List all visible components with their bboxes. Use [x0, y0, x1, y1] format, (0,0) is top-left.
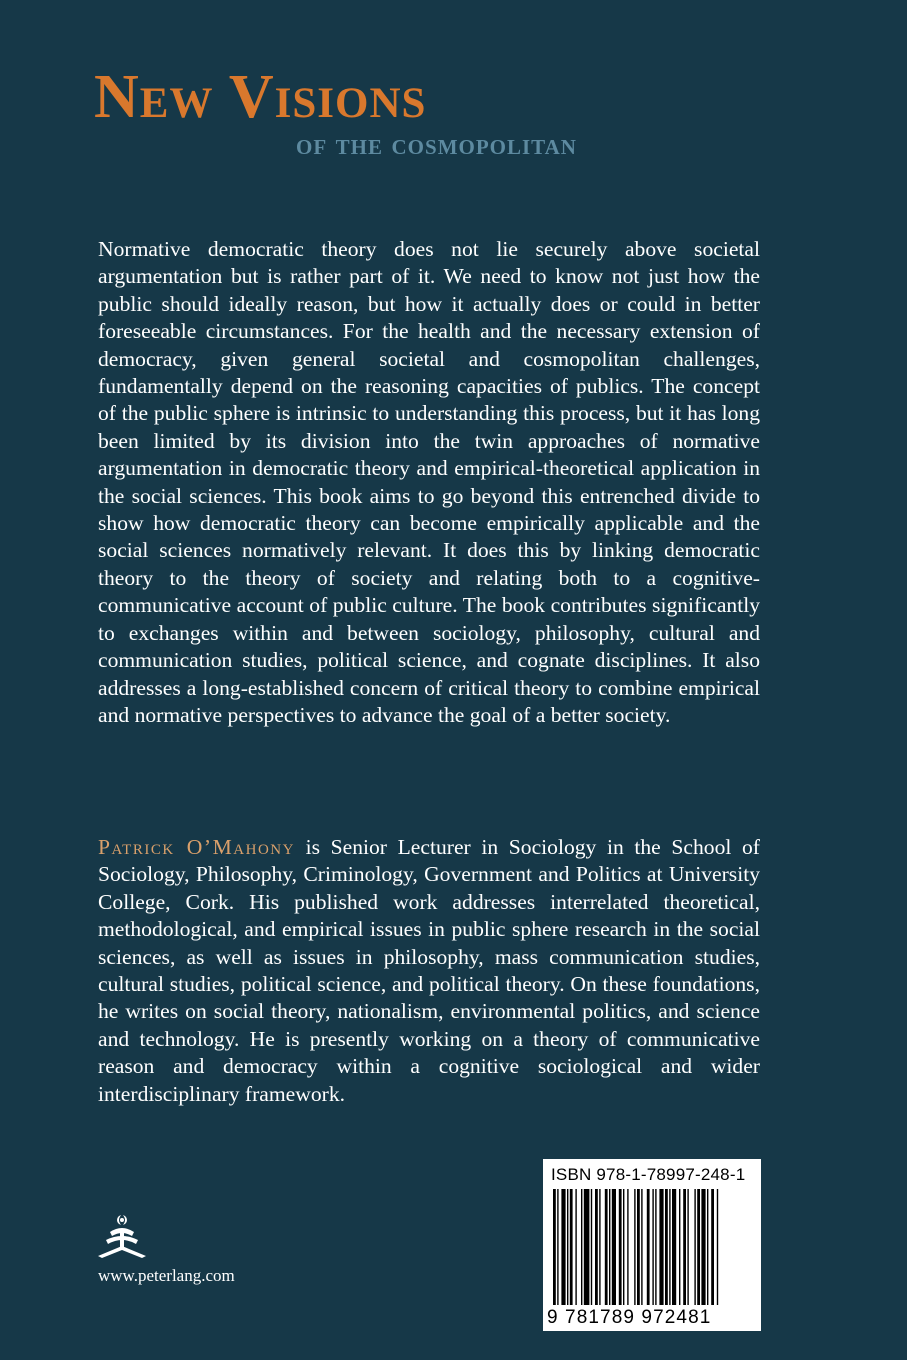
series-subtitle: of the cosmopolitan [296, 128, 577, 161]
author-bio-text: is Senior Lecturer in Sociology in the School of Sociology, Philosophy, Criminology, Government and Politics at University College, Cork. His published work addresses interrelated theoretical, methodological, and empirical issues in public sphere research in the social sciences, as well as issues in philosophy, mass communication studies, cultural studies, political science, and political theory. On these foundations, he writes on social theory, nationalism, environmental politics, and science and technology. He is presently working on a theory of communicative reason and democracy within a cognitive sociological and wider interdisciplinary framework. [98, 835, 760, 1106]
barcode-bars [543, 1159, 761, 1331]
publisher-url[interactable]: www.peterlang.com [98, 1266, 235, 1285]
isbn-label: ISBN 978-1-78997-248-1 [551, 1165, 746, 1184]
author-name: Patrick O’Mahony [98, 835, 295, 859]
series-main-title: New Visions [94, 63, 427, 131]
series-title [94, 62, 814, 182]
isbn-barcode [543, 1159, 761, 1331]
peter-lang-logo-icon [96, 1212, 156, 1260]
barcode-digits: 9 781789 972481 [547, 1307, 712, 1328]
book-description: Normative democratic theory does not lie securely above societal argumentation but is rather part of it. We need to know not just how the public should ideally reason, but how it actually does or could in better foreseeable circumstances. For the health and the necessary extension of democracy, given general societal and cosmopolitan challenges, fundamentally depend on the reasoning capacities of publics. The concept of the public sphere is intrinsic to understanding this process, but it has long been limited by its division into the twin approaches of normative argumentation in democratic theory and empirical-theoretical application in the social sciences. This book aims to go beyond this entrenched divide to show how democratic theory can become empirically applicable and the social sciences normatively relevant. It does this by linking democratic theory to the theory of society and relating both to a cognitive-communicative account of public culture. The book contributes significantly to exchanges within and between sociology, philosophy, cultural and communication studies, political science, and cognate disciplines. It also addresses a long-established concern of critical theory to combine empirical and normative perspectives to advance the goal of a better society. [98, 237, 760, 727]
author-bio [98, 834, 760, 1108]
